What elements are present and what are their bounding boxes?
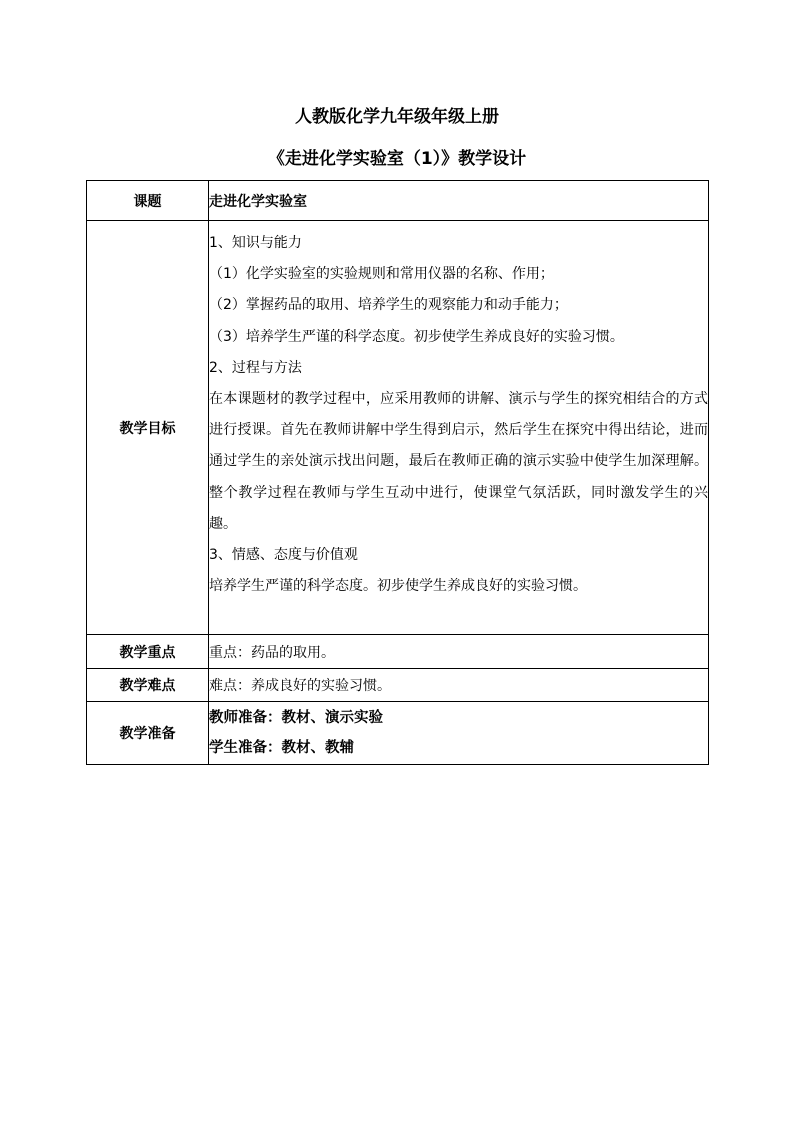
knowledge-item: （1）化学实验室的实验规则和常用仪器的名称、作用； bbox=[209, 266, 554, 283]
knowledge-item: （2）掌握药品的取用、培养学生的观察能力和动手能力； bbox=[209, 297, 568, 314]
key-point-value: 重点：药品的取用。 bbox=[209, 635, 709, 669]
preparation-label: 教学准备 bbox=[87, 702, 209, 765]
topic-value: 走进化学实验室 bbox=[209, 181, 709, 221]
table-row-key-point bbox=[87, 635, 709, 669]
emotion-text: 培养学生严谨的科学态度。初步使学生养成良好的实验习惯。 bbox=[209, 578, 587, 595]
difficulty-value: 难点：养成良好的实验习惯。 bbox=[209, 669, 709, 702]
document-title-line-2: 《走进化学实验室（1）》教学设计 bbox=[267, 149, 527, 169]
table-row-preparation bbox=[87, 702, 709, 765]
process-text: 在本课题材的教学过程中，应采用教师的讲解、演示与学生的探究相结合的方式进行授课。首先在教师讲解中学生得到启示，然后学生在探究中得出结论，进而通过学生的亲处演示找出问题，最后在教师正确的演示实验中使学生加深理解。整个教学过程在教师与学生互动中进行，使课堂气氛活跃，同时激发学生的兴趣。 bbox=[209, 391, 708, 532]
document-title-line-1: 人教版化学九年级年级上册 bbox=[295, 107, 499, 127]
table-row-difficulty bbox=[87, 669, 709, 702]
process-heading: 2、过程与方法 bbox=[209, 359, 302, 376]
key-point-label: 教学重点 bbox=[87, 635, 209, 669]
student-preparation: 学生准备：教材、教辅 bbox=[209, 740, 354, 757]
emotion-heading: 3、情感、态度与价值观 bbox=[209, 547, 358, 564]
knowledge-item: （3）培养学生严谨的科学态度。初步使学生养成良好的实验习惯。 bbox=[209, 328, 624, 345]
table-row-goals bbox=[87, 221, 709, 635]
goals-content bbox=[209, 221, 709, 635]
preparation-content bbox=[209, 702, 709, 765]
empty-line bbox=[209, 602, 708, 624]
difficulty-label: 教学难点 bbox=[87, 669, 209, 702]
knowledge-heading: 1、知识与能力 bbox=[209, 235, 302, 251]
topic-label: 课题 bbox=[87, 181, 209, 221]
lesson-design-table bbox=[86, 180, 709, 765]
table-row-topic bbox=[87, 181, 709, 221]
teacher-preparation: 教师准备：教材、演示实验 bbox=[209, 710, 383, 727]
goals-label: 教学目标 bbox=[87, 221, 209, 635]
